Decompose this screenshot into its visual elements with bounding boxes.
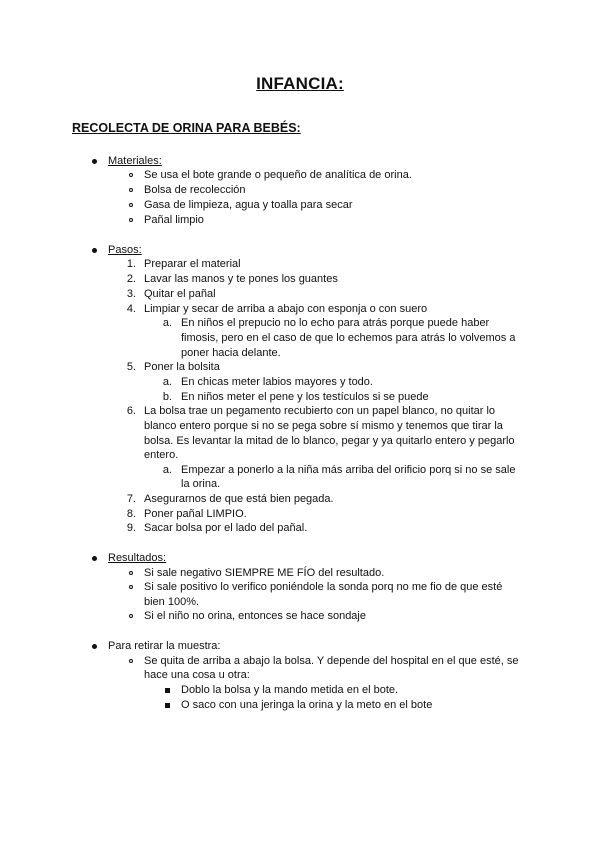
substep-letter: b. (162, 391, 172, 403)
bullet-circle (129, 218, 133, 222)
page-title: INFANCIA: (256, 74, 344, 93)
step-text: bolsa. Es levantar la mitad de lo blanco, pegar y ya quitarlo entero y pegarlo (144, 435, 515, 447)
step-text: Preparar el material (144, 258, 241, 270)
bullet-dot (92, 556, 97, 561)
substep-text: la orina. (181, 478, 221, 490)
bullet-circle (129, 203, 133, 207)
step-number: 5. (126, 361, 136, 373)
list-item: Si sale positivo lo verifico poniéndole la sonda porq no me fio de que esté (144, 581, 503, 593)
step-text: blanco entero porque si no se pega sobre sí mismo y tenemos que tirar la (144, 420, 503, 432)
materiales-heading: Materiales: (108, 155, 162, 167)
substep-text: Empezar a ponerlo a la niña más arriba del orificio porq si no se sale (181, 464, 516, 476)
substep-letter: a. (162, 317, 172, 329)
list-item: bien 100%. (144, 596, 200, 608)
list-item: Se usa el bote grande o pequeño de analítica de orina. (144, 169, 412, 181)
bullet-dot (92, 248, 97, 253)
section-subtitle: RECOLECTA DE ORINA PARA BEBÉS: (72, 121, 301, 135)
list-item: hace una cosa u otra: (144, 669, 250, 681)
bullet-circle (129, 173, 133, 177)
list-item: O saco con una jeringa la orina y la meto en el bote (181, 699, 433, 711)
list-item: Si el niño no orina, entonces se hace sondaje (144, 610, 366, 622)
step-number: 8. (126, 508, 136, 520)
bullet-circle (129, 585, 133, 589)
step-text: entero. (144, 449, 179, 461)
step-number: 3. (126, 288, 136, 300)
list-item: Pañal limpio (144, 214, 204, 226)
substep-text: fimosis, pero en el caso de que lo echemos para atrás lo volvemos a (181, 332, 516, 344)
step-text: Quitar el pañal (144, 288, 216, 300)
substep-letter: a. (162, 376, 172, 388)
step-number: 6. (126, 405, 136, 417)
bullet-square (165, 688, 170, 693)
list-item: Gasa de limpieza, agua y toalla para secar (144, 199, 353, 211)
substep-text: En niños meter el pene y los testículos si se puede (181, 391, 429, 403)
list-item: Se quita de arriba a abajo la bolsa. Y depende del hospital en el que esté, se (144, 655, 519, 667)
bullet-square (165, 703, 170, 708)
step-number: 9. (126, 522, 136, 534)
step-number: 2. (126, 273, 136, 285)
step-text: Lavar las manos y te pones los guantes (144, 273, 338, 285)
step-text: Sacar bolsa por el lado del pañal. (144, 522, 308, 534)
bullet-dot (92, 159, 97, 164)
substep-letter: a. (162, 464, 172, 476)
bullet-circle (129, 614, 133, 618)
step-text: Asegurarnos de que está bien pegada. (144, 493, 334, 505)
step-number: 4. (126, 303, 136, 315)
list-item: Si sale negativo SIEMPRE ME FÍO del resultado. (144, 567, 385, 579)
step-number: 7. (126, 493, 136, 505)
list-item: Doblo la bolsa y la mando metida en el bote. (181, 684, 399, 696)
bullet-dot (92, 644, 97, 649)
resultados-heading: Resultados: (108, 552, 167, 564)
list-item: Bolsa de recolección (144, 184, 246, 196)
step-text: Limpiar y secar de arriba a abajo con esponja o con suero (144, 303, 428, 315)
bullet-circle (129, 188, 133, 192)
step-text: Poner la bolsita (144, 361, 220, 373)
step-text: La bolsa trae un pegamento recubierto con un papel blanco, no quitar lo (144, 405, 496, 417)
substep-text: En chicas meter labios mayores y todo. (181, 376, 373, 388)
substep-text: En niños el prepucio no lo echo para atrás porque puede haber (181, 317, 490, 329)
step-number: 1. (126, 258, 136, 270)
step-text: Poner pañal LIMPIO. (144, 508, 247, 520)
substep-text: poner hacia delante. (181, 347, 281, 359)
bullet-circle (129, 659, 133, 663)
retirar-heading: Para retirar la muestra: (108, 640, 221, 652)
bullet-circle (129, 571, 133, 575)
pasos-heading: Pasos: (108, 244, 142, 256)
